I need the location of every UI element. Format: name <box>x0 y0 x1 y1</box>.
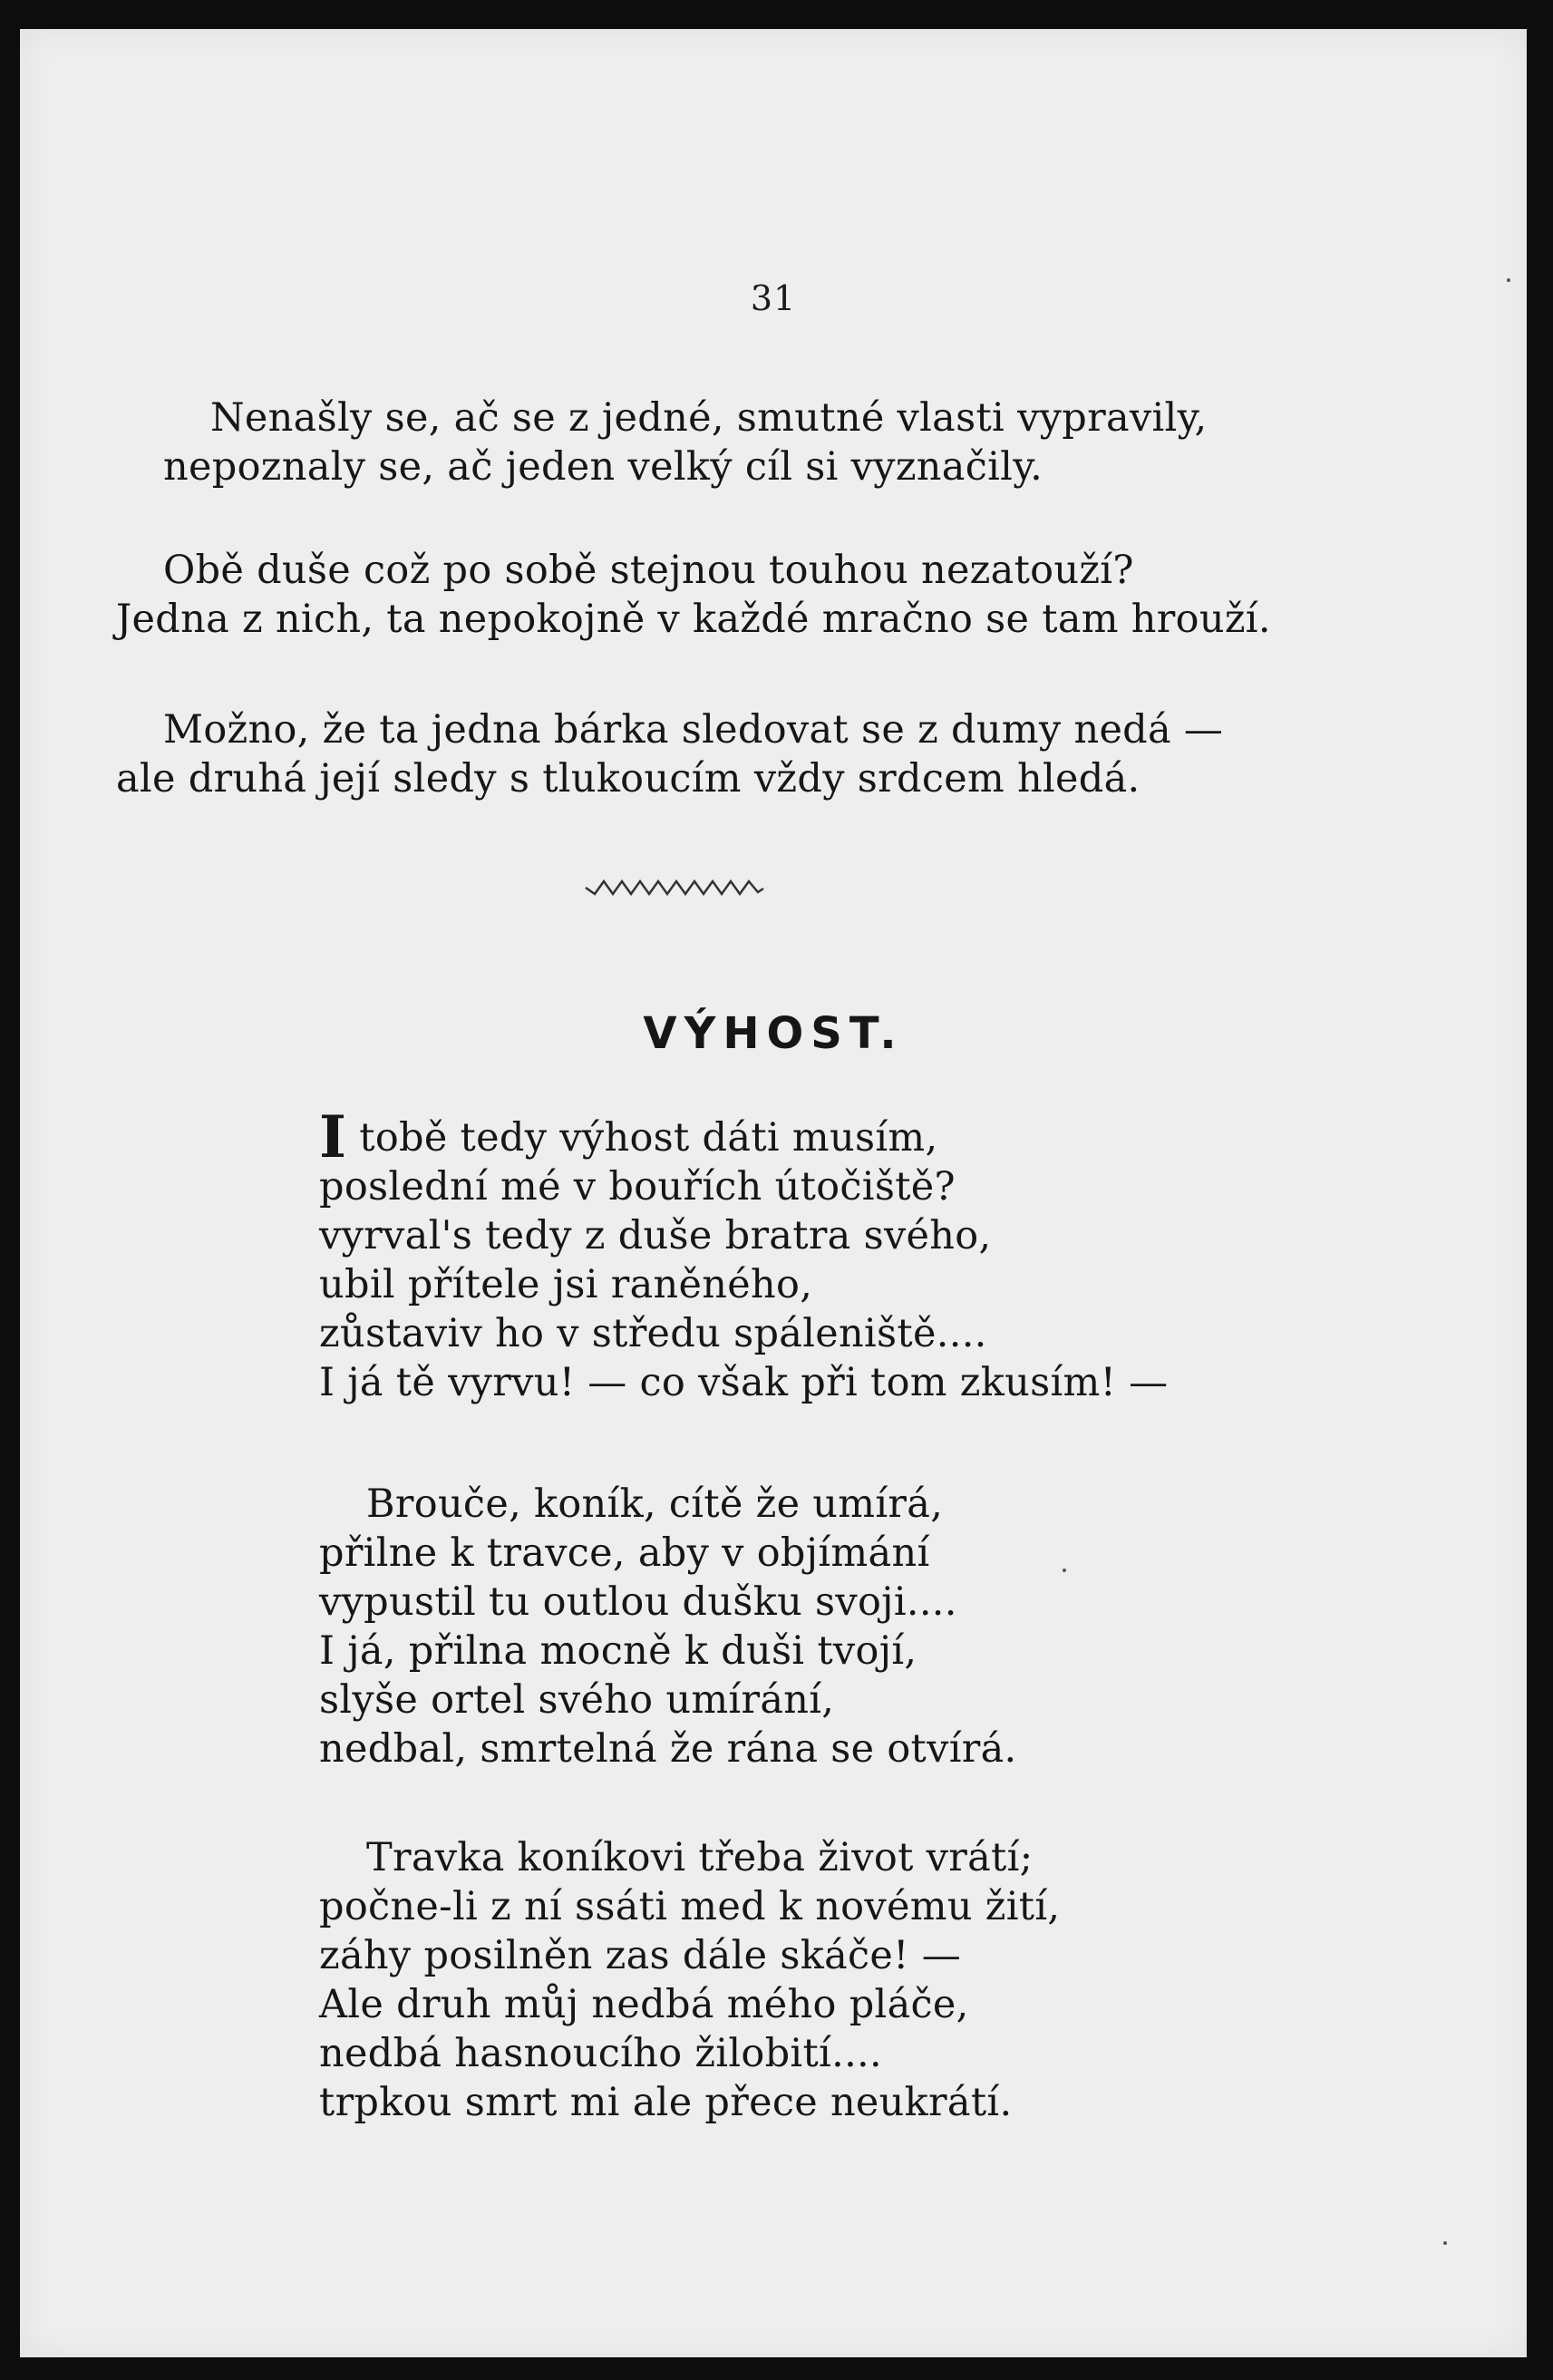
paper-speck <box>1443 2241 1447 2245</box>
verse-line: Travka koníkovi třeba život vrátí; <box>366 1835 1034 1880</box>
scan-left-edge <box>0 0 20 2380</box>
page-number: 31 <box>750 278 797 318</box>
verse-line: I já, přilna mocně k duši tvojí, <box>319 1628 917 1674</box>
verse-line: záhy posilněn zas dále skáče! — <box>319 1933 962 1978</box>
poem-stanza-1 <box>319 1103 1169 1407</box>
stanza-top-2 <box>116 546 1271 644</box>
verse-line: ale druhá její sledy s tlukoucím vždy srdcem hledá. <box>116 756 1140 801</box>
verse-line: Obě duše což po sobě stejnou touhou nezatouží? <box>163 548 1134 593</box>
verse-line: vyrval's tedy z duše bratra svého, <box>319 1213 992 1258</box>
verse-line: ubil přítele jsi raněného, <box>319 1262 813 1307</box>
verse-line: nedbá hasnoucího žilobití.... <box>319 2031 882 2076</box>
verse-line-text: tobě tedy výhost dáti musím, <box>359 1115 938 1161</box>
verse-line: Ale druh můj nedbá mého pláče, <box>319 1982 969 2027</box>
book-page <box>20 29 1527 2357</box>
poem-stanza-3 <box>319 1833 1060 2127</box>
verse-line: Jedna z nich, ta nepokojně v každé mračno se tam hrouží. <box>116 597 1271 642</box>
verse-line: trpkou smrt mi ale přece neukrátí. <box>319 2080 1013 2125</box>
verse-line: nedbal, smrtelná že rána se otvírá. <box>319 1726 1017 1772</box>
verse-line: zůstaviv ho v středu spáleniště.... <box>319 1311 987 1356</box>
verse-line: I já tě vyrvu! — co však při tom zkusím! — <box>319 1360 1169 1405</box>
stanza-top-1 <box>163 393 1207 491</box>
verse-line: nepoznaly se, ač jeden velký cíl si vyznačily. <box>163 444 1043 490</box>
verse-line: poslední mé v bouřích útočiště? <box>319 1164 956 1209</box>
paper-speck <box>1063 1569 1066 1572</box>
paper-speck <box>1507 278 1510 282</box>
poem-title: VÝHOST. <box>643 1008 904 1059</box>
ornament-divider-icon <box>584 874 765 901</box>
verse-line: Brouče, koník, cítě že umírá, <box>366 1481 944 1527</box>
verse-line: Nenašly se, ač se z jedné, smutné vlasti vypravily, <box>210 395 1208 441</box>
verse-line: počne-li z ní ssáti med k novému žití, <box>319 1884 1061 1929</box>
poem-stanza-2 <box>319 1480 1017 1773</box>
verse-line: přilne k travce, aby v objímání <box>319 1530 930 1576</box>
verse-line: vypustil tu outlou dušku svoji.... <box>319 1579 957 1625</box>
verse-line: Možno, že ta jedna bárka sledovat se z dumy nedá — <box>163 707 1224 753</box>
verse-line: slyše ortel svého umírání, <box>319 1677 835 1723</box>
verse-line <box>319 1103 1168 1171</box>
stanza-top-3 <box>116 705 1223 803</box>
drop-cap: I <box>319 1103 347 1171</box>
